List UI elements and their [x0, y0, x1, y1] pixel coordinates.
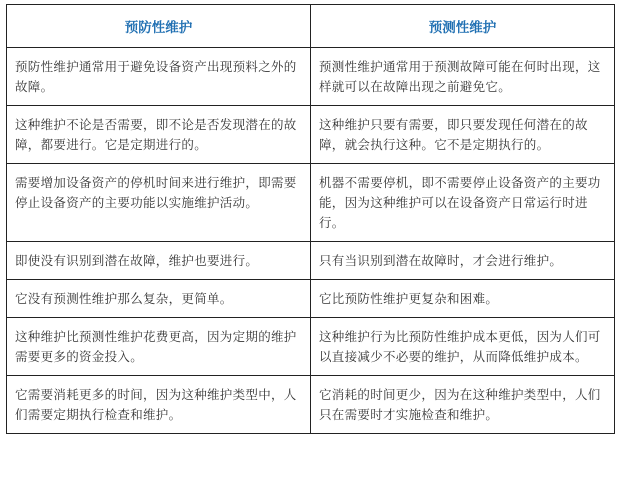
cell-preventive-maintenance: 这种维护比预测性维护花费更高，因为定期的维护需要更多的资金投入。	[7, 318, 311, 376]
cell-predictive-maintenance: 它比预防性维护更复杂和困难。	[311, 280, 615, 318]
cell-preventive-maintenance: 这种维护不论是否需要，即不论是否发现潜在的故障，都要进行。它是定期进行的。	[7, 106, 311, 164]
header-preventive-maintenance: 预防性维护	[7, 5, 311, 48]
table-body	[7, 48, 615, 434]
cell-preventive-maintenance: 需要增加设备资产的停机时间来进行维护，即需要停止设备资产的主要功能以实施维护活动。	[7, 164, 311, 242]
cell-preventive-maintenance: 预防性维护通常用于避免设备资产出现预料之外的故障。	[7, 48, 311, 106]
header-predictive-maintenance: 预测性维护	[311, 5, 615, 48]
table-row	[7, 164, 615, 242]
cell-predictive-maintenance: 这种维护行为比预防性维护成本更低，因为人们可以直接减少不必要的维护，从而降低维护成本。	[311, 318, 615, 376]
table-row	[7, 376, 615, 434]
cell-predictive-maintenance: 它消耗的时间更少，因为在这种维护类型中，人们只在需要时才实施检查和维护。	[311, 376, 615, 434]
comparison-table	[6, 4, 615, 434]
cell-preventive-maintenance: 即使没有识别到潜在故障，维护也要进行。	[7, 242, 311, 280]
header-row	[7, 5, 615, 48]
cell-predictive-maintenance: 这种维护只要有需要，即只要发现任何潜在的故障，就会执行这种。它不是定期执行的。	[311, 106, 615, 164]
cell-preventive-maintenance: 它没有预测性维护那么复杂，更简单。	[7, 280, 311, 318]
table-row	[7, 106, 615, 164]
table-row	[7, 280, 615, 318]
table-row	[7, 48, 615, 106]
cell-predictive-maintenance: 只有当识别到潜在故障时，才会进行维护。	[311, 242, 615, 280]
table-row	[7, 318, 615, 376]
cell-predictive-maintenance: 预测性维护通常用于预测故障可能在何时出现，这样就可以在故障出现之前避免它。	[311, 48, 615, 106]
cell-preventive-maintenance: 它需要消耗更多的时间，因为这种维护类型中，人们需要定期执行检查和维护。	[7, 376, 311, 434]
cell-predictive-maintenance: 机器不需要停机，即不需要停止设备资产的主要功能，因为这种维护可以在设备资产日常运行时进行。	[311, 164, 615, 242]
table-row	[7, 242, 615, 280]
